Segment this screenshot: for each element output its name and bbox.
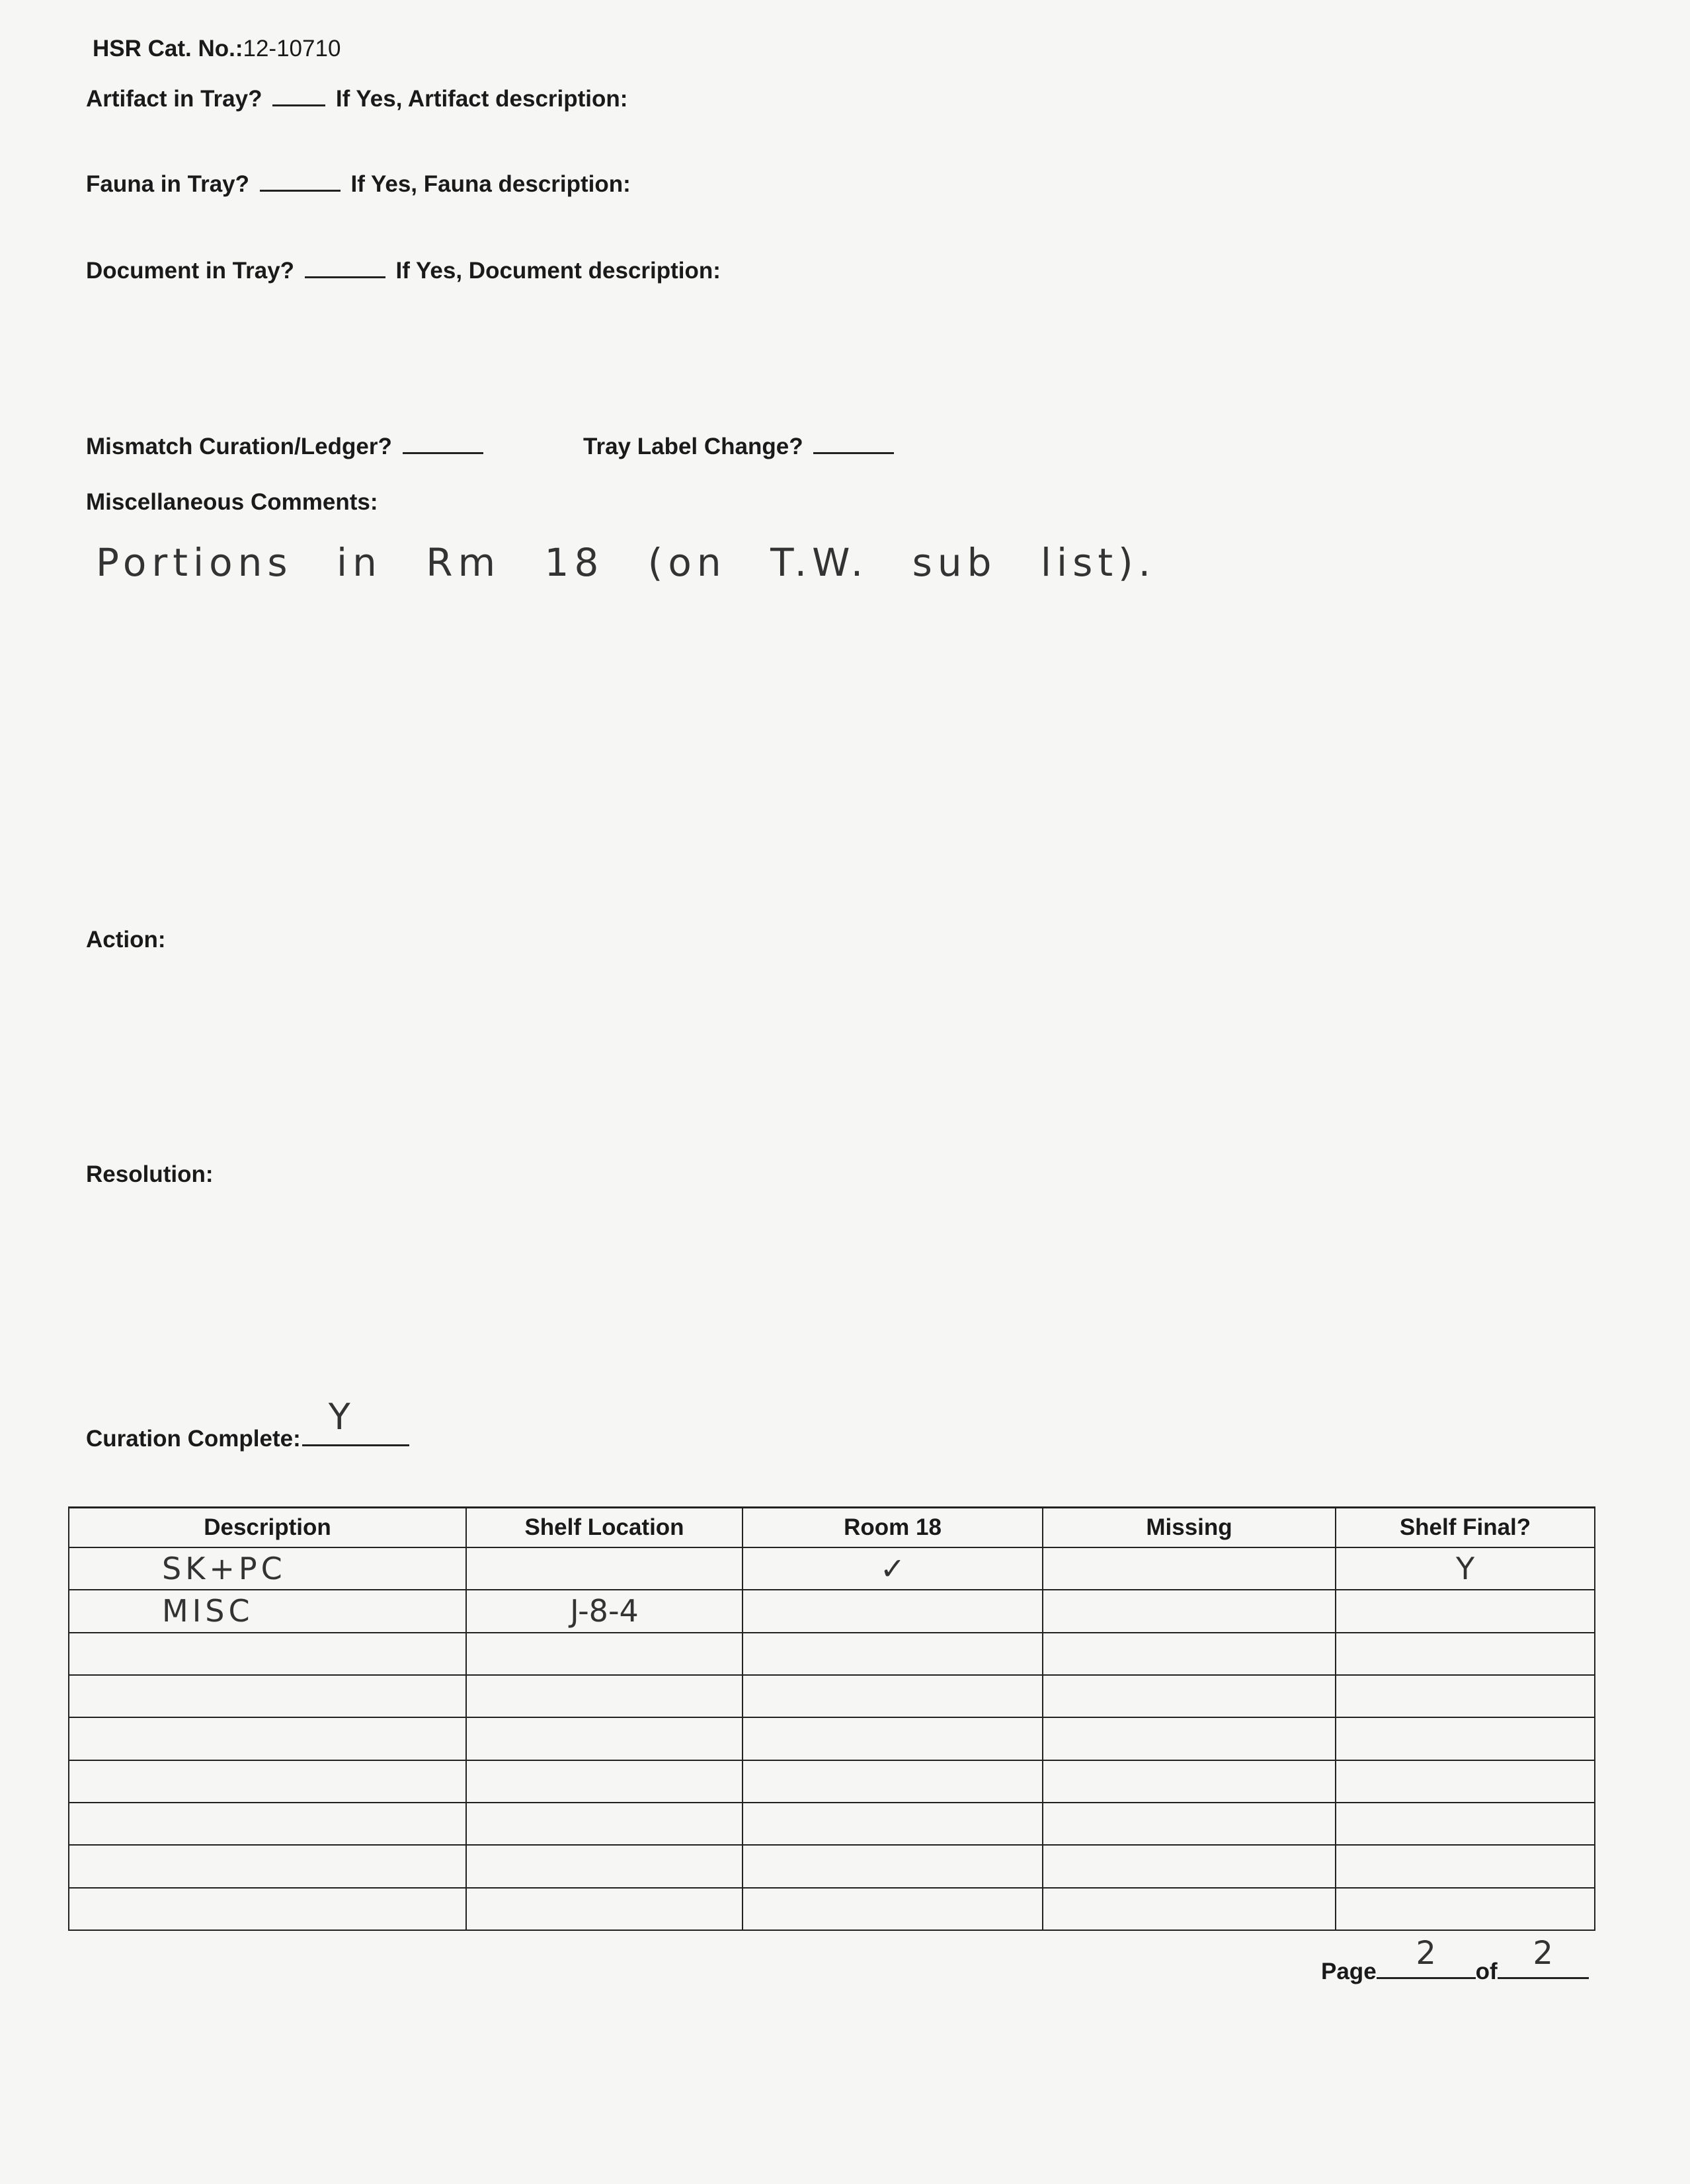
cell-description[interactable] [69,1675,466,1717]
mismatch-question-label: Mismatch Curation/Ledger? [86,434,392,459]
catalog-number-value: 12-10710 [243,36,341,61]
page-total-blank[interactable] [1498,1935,1589,1979]
cell-shelf-final[interactable] [1336,1633,1595,1675]
table-row [69,1717,1595,1760]
cell-description[interactable] [69,1888,466,1930]
artifact-question-line [86,85,627,110]
cell-missing[interactable] [1043,1888,1336,1930]
cell-missing[interactable] [1043,1760,1336,1803]
cell-shelf-location[interactable] [466,1845,743,1887]
table-row [69,1675,1595,1717]
cell-shelf-location[interactable] [466,1633,743,1675]
cell-shelf-final[interactable] [1336,1803,1595,1845]
cell-missing[interactable] [1043,1633,1336,1675]
cell-missing[interactable] [1043,1547,1336,1590]
cell-shelf-location[interactable] [466,1888,743,1930]
page-number-blank[interactable] [1377,1935,1476,1979]
cell-shelf-location[interactable] [466,1803,743,1845]
cell-room-18[interactable] [743,1675,1043,1717]
cell-shelf-location[interactable] [466,1717,743,1760]
header-description: Description [69,1508,466,1548]
table-row [69,1633,1595,1675]
cell-shelf-final[interactable] [1336,1590,1595,1632]
table-row [69,1590,1595,1632]
fauna-question-line [86,170,631,196]
cell-missing[interactable] [1043,1675,1336,1717]
shelf-table [68,1506,1595,1931]
mismatch-answer-blank[interactable] [403,432,483,454]
header-room-18: Room 18 [743,1508,1043,1548]
cell-shelf-final[interactable] [1336,1675,1595,1717]
table-row [69,1803,1595,1845]
cell-shelf-location[interactable] [466,1760,743,1803]
cell-description[interactable] [69,1845,466,1887]
artifact-description-label: If Yes, Artifact description: [335,86,628,112]
cell-missing[interactable] [1043,1803,1336,1845]
cell-room-18[interactable] [743,1633,1043,1675]
cell-shelf-final[interactable] [1336,1717,1595,1760]
resolution-label: Resolution: [86,1161,214,1187]
fauna-description-label: If Yes, Fauna description: [350,171,631,197]
curation-complete-value: Y [328,1396,350,1438]
document-description-label: If Yes, Document description: [395,258,721,284]
table-row [69,1888,1595,1930]
mismatch-question-line [86,432,487,458]
cell-shelf-final[interactable] [1336,1845,1595,1887]
cell-shelf-final[interactable] [1336,1760,1595,1803]
curation-complete-label: Curation Complete: [86,1426,301,1452]
cell-shelf-final[interactable]: Y [1336,1547,1595,1590]
comments-label: Miscellaneous Comments: [86,489,378,515]
cell-room-18[interactable] [743,1803,1043,1845]
tray-label-answer-blank[interactable] [813,432,894,454]
catalog-number-label: HSR Cat. No.: [93,36,243,61]
fauna-question-label: Fauna in Tray? [86,171,249,197]
cell-room-18[interactable] [743,1845,1043,1887]
cell-description[interactable] [69,1803,466,1845]
header-shelf-final: Shelf Final? [1336,1508,1595,1548]
cell-missing[interactable] [1043,1590,1336,1632]
handwritten-comment: Portions in Rm 18 (on T.W. sub list). [96,540,1156,585]
table-row [69,1760,1595,1803]
page-number-footer [1321,1935,1589,1985]
page-label: Page [1321,1959,1377,1984]
cell-shelf-location[interactable] [466,1675,743,1717]
page-total-value: 2 [1533,1935,1553,1972]
page-number-value: 2 [1416,1935,1436,1972]
cell-description[interactable]: MISC [69,1590,466,1632]
header-shelf-location: Shelf Location [466,1508,743,1548]
cell-description[interactable]: SK+PC [69,1547,466,1590]
cell-description[interactable] [69,1760,466,1803]
cell-room-18[interactable] [743,1717,1043,1760]
cell-room-18[interactable] [743,1590,1043,1632]
document-question-label: Document in Tray? [86,258,295,284]
document-question-line [86,256,721,282]
tray-label-question-label: Tray Label Change? [583,434,803,459]
table-header-row [69,1508,1595,1548]
header-missing: Missing [1043,1508,1336,1548]
cell-missing[interactable] [1043,1845,1336,1887]
table-row [69,1547,1595,1590]
cell-room-18[interactable]: ✓ [743,1547,1043,1590]
cell-room-18[interactable] [743,1888,1043,1930]
of-label: of [1475,1959,1498,1984]
artifact-answer-blank[interactable] [272,85,325,106]
document-answer-blank[interactable] [305,256,385,278]
cell-shelf-final[interactable] [1336,1888,1595,1930]
curation-complete-blank[interactable] [302,1396,409,1446]
table-row [69,1845,1595,1887]
artifact-question-label: Artifact in Tray? [86,86,262,112]
cell-description[interactable] [69,1633,466,1675]
cell-missing[interactable] [1043,1717,1336,1760]
cell-shelf-location[interactable] [466,1547,743,1590]
fauna-answer-blank[interactable] [260,170,341,192]
tray-label-question-line [583,432,898,458]
catalog-number-line [93,37,341,60]
curation-complete-line [86,1396,413,1452]
cell-description[interactable] [69,1717,466,1760]
cell-room-18[interactable] [743,1760,1043,1803]
cell-shelf-location[interactable]: J-8-4 [466,1590,743,1632]
action-label: Action: [86,927,166,953]
